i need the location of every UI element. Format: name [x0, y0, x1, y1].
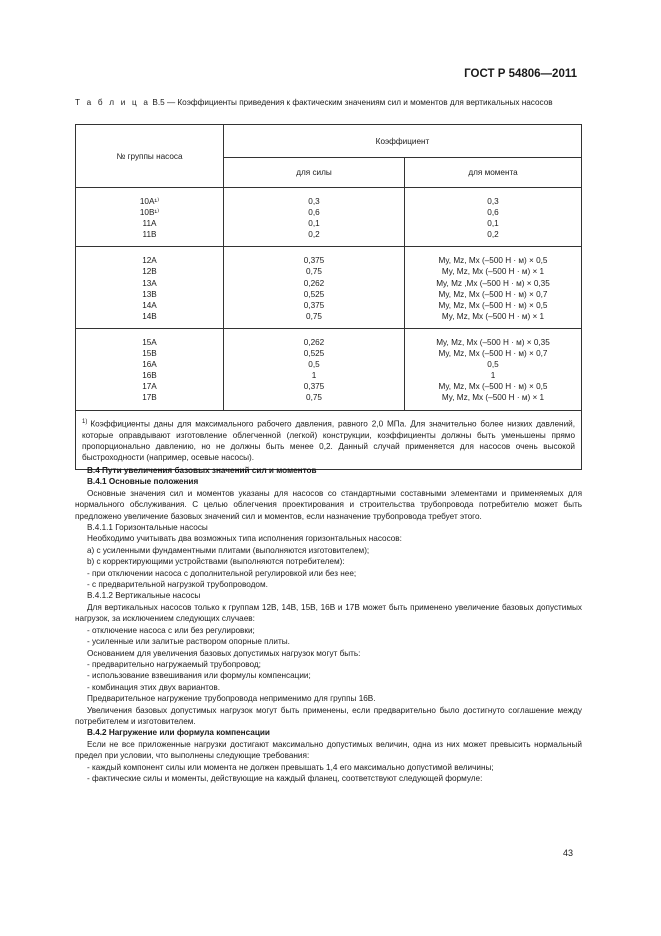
cell-line: 16А [142, 360, 157, 370]
cell-line: My, Mz, Mx (–500 Н · м) × 0,5 [438, 382, 548, 392]
paragraph: Для вертикальных насосов только к группам 12В, 14В, 15В, 16В и 17В может быть применено увеличение базовых допустимых нагрузок, за исключением следующих случаев: [75, 602, 582, 624]
section-heading: В.4.2 Нагружение или формула компенсации [87, 728, 270, 738]
force-cell [224, 247, 405, 329]
table-row [76, 247, 582, 329]
paragraph: - с предварительной нагрузкой трубопроводом. [87, 580, 268, 590]
cell-line: 17А [142, 382, 157, 392]
cell-line: 0,2 [308, 230, 320, 240]
coefficients-table [75, 124, 582, 470]
paragraph: Основанием для увеличения базовых допустимых нагрузок могут быть: [87, 648, 361, 658]
table-row [76, 188, 582, 247]
cell-line: 0,375 [303, 256, 325, 266]
cell-line: My, Mz, Mx (–500 Н · м) × 0,7 [438, 349, 548, 359]
cell-line: 16В [142, 371, 157, 381]
cell-line: 11А [142, 219, 157, 229]
cell-line: 14В [142, 311, 157, 321]
cell-line: 13В [142, 289, 157, 299]
cell-line: 10А¹⁾ [139, 197, 160, 206]
header-group-number: № группы насоса [76, 125, 224, 188]
table-row [76, 328, 582, 410]
cell-line: 10В¹⁾ [139, 208, 160, 218]
cell-line: My, Mz, Mx (–500 Н · м) × 0,7 [438, 289, 548, 299]
paragraph: - при отключении насоса с дополнительной регулировкой или без нее; [87, 568, 357, 578]
cell-line: My, Mz ,Mx (–500 Н · м) × 0,35 [436, 278, 550, 288]
table-footnote [76, 410, 582, 470]
paragraph: - усиленные или залитые раствором опорные плиты. [87, 637, 290, 647]
section-heading: В.4 Пути увеличения базовых значений сил и моментов [87, 466, 317, 475]
cell-line: 0,375 [303, 300, 325, 310]
cell-line: 14А [142, 300, 157, 310]
cell-line: 0,75 [306, 393, 322, 403]
cell-line: 0,1 [487, 219, 499, 229]
cell-line: 12В [142, 267, 157, 277]
moment-cell [405, 188, 582, 247]
cell-line: My, Mz, Mx (–500 Н · м) × 1 [441, 311, 545, 321]
footnote-marker: 1) [82, 418, 88, 425]
cell-line: 11В [142, 230, 157, 240]
paragraph: а) с усиленными фундаментными плитами (выполняются изготовителем); [87, 545, 370, 555]
body-text [75, 465, 582, 784]
table-caption [75, 97, 582, 108]
paragraph: Основные значения сил и моментов указаны для насосов со стандартными составными элементами и применяемых для нормального обслуживания. С целью облегчения проектирования и строительства трубопровода потребителю может быть предложено увеличение базовых значений сил и моментов, если назначение трубопровода требует этого. [75, 488, 582, 521]
paragraph: Предварительное нагружение трубопровода неприменимо для группы 16В. [87, 694, 376, 704]
cell-line: 0,2 [487, 230, 499, 240]
cell-line: 17В [142, 393, 157, 403]
cell-line: 15А [142, 337, 157, 347]
paragraph: Необходимо учитывать два возможных типа исполнения горизонтальных насосов: [87, 534, 402, 544]
cell-line: My, Mz, Mx (–500 Н · м) × 1 [441, 267, 545, 277]
table-caption-label: Т а б л и ц а [75, 98, 151, 107]
cell-line: 0,1 [308, 219, 320, 229]
cell-line: 0,3 [487, 197, 499, 206]
paragraph: Увеличения базовых допустимых нагрузок могут быть применены, если предварительно было достигнуто соглашение между потребителем и изготовителем. [75, 705, 582, 726]
paragraph: В.4.1.1 Горизонтальные насосы [87, 523, 208, 533]
group-ids-cell [76, 328, 224, 410]
paragraph: - предварительно нагружаемый трубопровод; [87, 659, 261, 669]
table-caption-text: В.5 — Коэффициенты приведения к фактическим значениям сил и моментов для вертикальных насосов [152, 98, 553, 107]
paragraph: - использование взвешивания или формулы компенсации; [87, 671, 311, 681]
section-heading: В.4.1 Основные положения [87, 477, 199, 487]
cell-line: 0,6 [308, 208, 320, 218]
cell-line: My, Mz, Mx (–500 Н · м) × 1 [441, 393, 545, 403]
cell-line: 15В [142, 349, 157, 359]
paragraph: В.4.1.2 Вертикальные насосы [87, 591, 201, 601]
cell-line: 1 [311, 371, 317, 381]
cell-line: 0,5 [308, 360, 320, 370]
cell-line: 0,5 [487, 360, 499, 370]
cell-line: 1 [490, 371, 496, 381]
footnote-text: Коэффициенты даны для максимального рабочего давления, равного 2,0 МПа. Для значительно более низких давлений, которые оправдывают изготовление облегченной (легкой) конструкции, коэффициенты должны быть уменьшены прямо пропорционально давлению, но не должны быть менее 0,2. Данный случай применяется для насосов очень высокой быстроходности (например, осевые насосы). [82, 419, 575, 463]
cell-line: My, Mz, Mx (–500 Н · м) × 0,35 [436, 337, 550, 347]
group-ids-cell [76, 188, 224, 247]
moment-cell [405, 328, 582, 410]
cell-line: 0,75 [306, 267, 322, 277]
group-ids-cell [76, 247, 224, 329]
cell-line: My, Mz, Mx (–500 Н · м) × 0,5 [438, 300, 548, 310]
cell-line: 0,525 [303, 349, 325, 359]
cell-line: My, Mz, Mx (–500 Н · м) × 0,5 [438, 256, 548, 266]
cell-line: 0,262 [303, 337, 325, 347]
paragraph: - комбинация этих двух вариантов. [87, 682, 221, 692]
paragraph: - фактические силы и моменты, действующие на каждый фланец, соответствуют следующей формуле: [87, 773, 483, 783]
header-moment: для момента [405, 158, 582, 188]
cell-line: 0,525 [303, 289, 325, 299]
force-cell [224, 328, 405, 410]
cell-line: 0,262 [303, 278, 325, 288]
header-coefficient: Коэффициент [224, 125, 582, 158]
header-force: для силы [224, 158, 405, 188]
force-cell [224, 188, 405, 247]
cell-line: 13А [142, 278, 157, 288]
cell-line: 0,75 [306, 311, 322, 321]
cell-line: 0,3 [308, 197, 320, 206]
moment-cell [405, 247, 582, 329]
standard-number: ГОСТ Р 54806—2011 [464, 68, 577, 80]
cell-line: 12А [142, 256, 157, 266]
paragraph: - отключение насоса с или без регулировки; [87, 625, 255, 635]
paragraph: b) с корректирующими устройствами (выполняются потребителем): [87, 557, 345, 567]
paragraph: Если не все приложенные нагрузки достигают максимально допустимых величин, одна из них может превысить нормальный предел при условии, что выполнены следующие требования: [75, 739, 582, 761]
page-number: 43 [562, 848, 573, 858]
paragraph: - каждый компонент силы или момента не должен превышать 1,4 его максимально допустимой величины; [87, 762, 494, 772]
cell-line: 0,6 [487, 208, 499, 218]
cell-line: 0,375 [303, 382, 325, 392]
